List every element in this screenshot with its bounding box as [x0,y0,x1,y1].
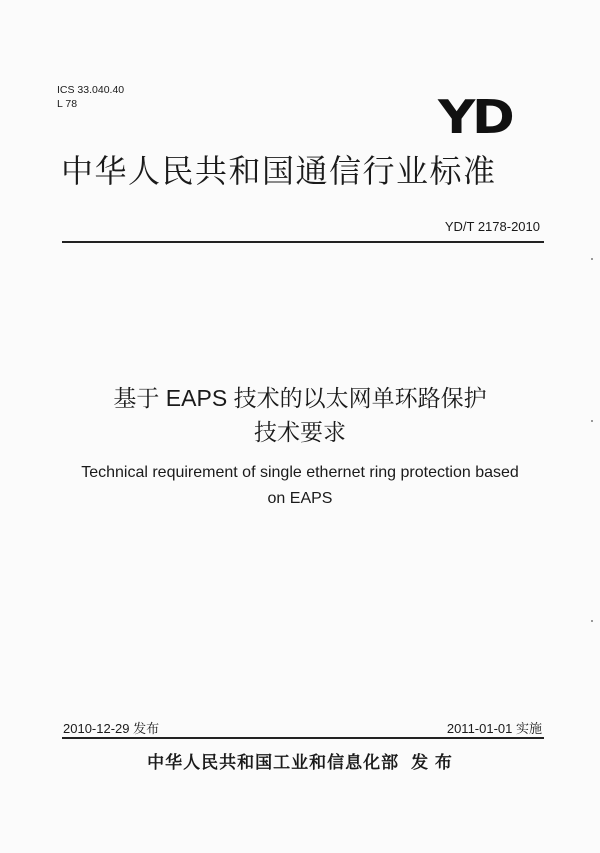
publish-action: 发 布 [411,753,453,772]
publisher-name: 中华人民共和国工业和信息化部 [147,753,400,772]
classification-codes [57,83,124,111]
title-en-line-2: on EAPS [267,490,333,507]
scan-speck [591,620,593,622]
title-en-line-1: Technical requirement of single ethernet ring protection based [81,464,519,481]
publisher-line [0,748,600,773]
document-title-chinese [60,381,540,449]
implementation-date: 2011-01-01 实施 [446,721,542,736]
yd-logo: YD [438,90,512,144]
footer-divider [62,737,544,739]
scan-speck [591,420,593,422]
standard-category-title: 中华人民共和国通信行业标准 [61,153,497,189]
title-cn-line-2: 技术要求 [254,419,346,445]
title-cn-line-1: 基于 EAPS 技术的以太网单环路保护 [113,385,487,411]
scan-speck [591,258,593,260]
header-divider [62,241,544,243]
issue-date: 2010-12-29 发布 [63,721,160,736]
standard-number: YD/T 2178-2010 [444,219,540,234]
ccs-code: L 78 [57,98,78,110]
document-title-english [60,460,540,512]
ics-code: ICS 33.040.40 [57,84,125,96]
